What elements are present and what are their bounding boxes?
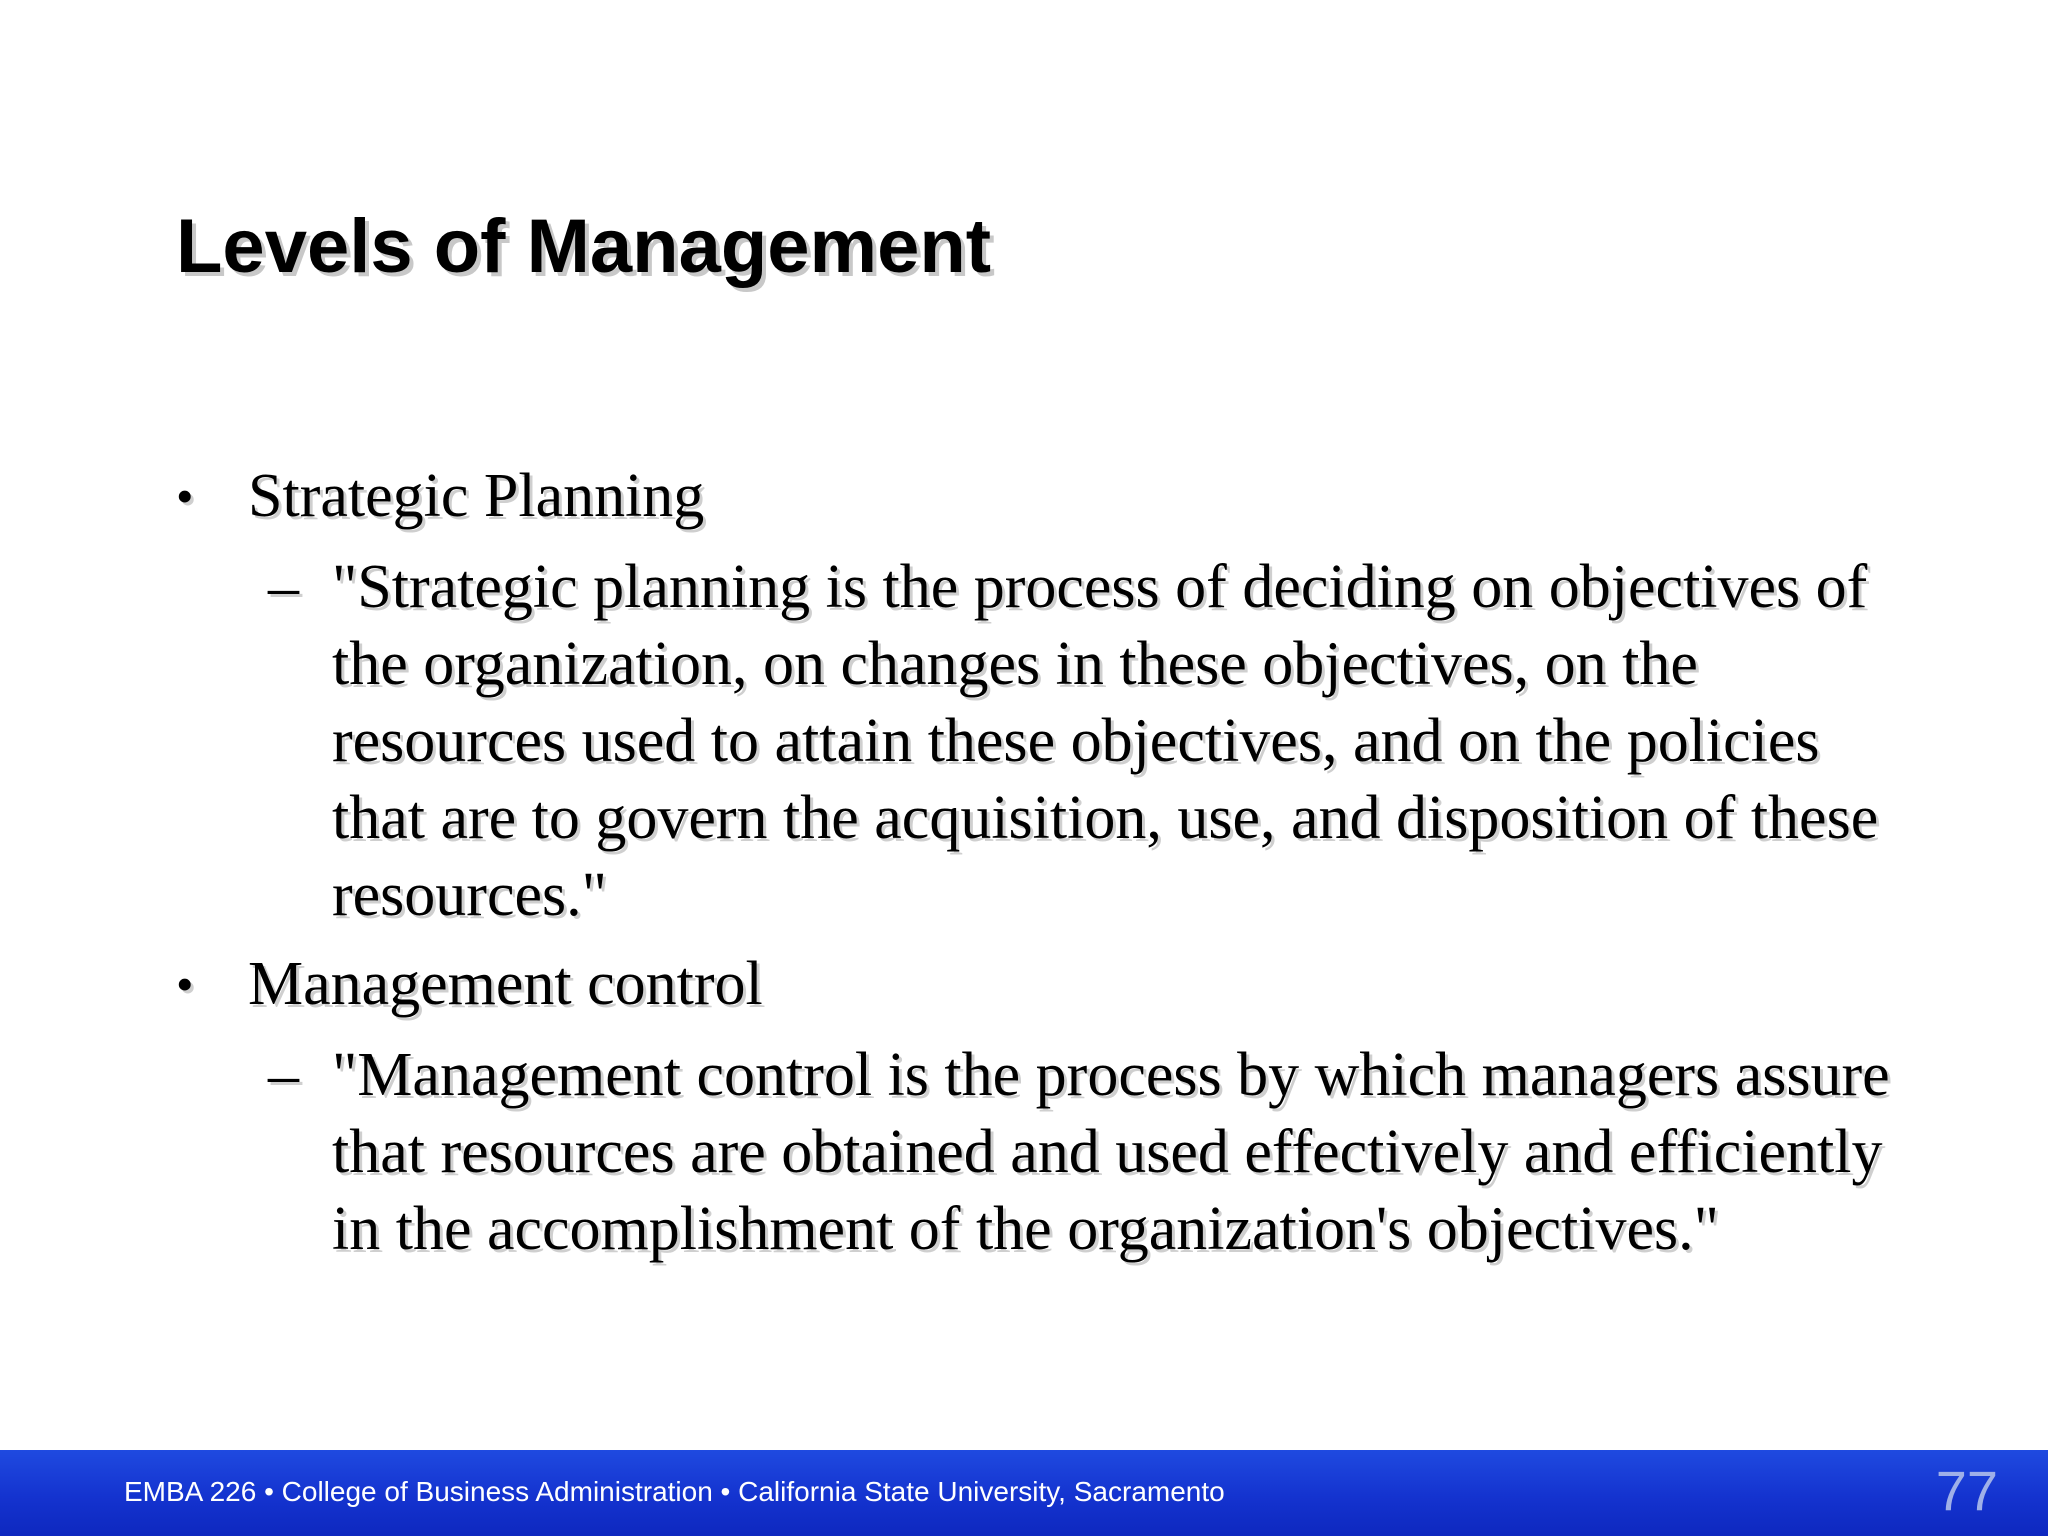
page-number: 77 — [1935, 1459, 1998, 1522]
bullet-marker: • — [176, 468, 194, 524]
sub-bullet-text: "Management control is the process by which managers assure that resources are obtained and used effectively and efficiently in the accomplishment of the organization's objectives." — [332, 1041, 1890, 1263]
dash-marker: – — [268, 553, 299, 621]
dash-marker: – — [268, 1041, 299, 1109]
footer-text: EMBA 226 • College of Business Administration • California State University, Sacramento — [124, 1476, 1225, 1507]
bullet-management-control — [176, 946, 1916, 1023]
sub-bullet-strategic-planning-definition — [176, 549, 1916, 934]
bullet-label: Strategic Planning — [248, 462, 705, 530]
sub-bullet-text: "Strategic planning is the process of deciding on objectives of the organization, on changes in these objectives, on the resources used to attain these objectives, and on the policies that are to govern the acquisition, use, and disposition of these resources." — [332, 553, 1879, 929]
slide-content — [176, 458, 1916, 1280]
sub-bullet-management-control-definition — [176, 1037, 1916, 1268]
bullet-strategic-planning — [176, 458, 1916, 535]
bullet-label: Management control — [248, 950, 763, 1018]
slide-title: Levels of Management — [176, 204, 992, 289]
footer-bar — [0, 1450, 2048, 1536]
bullet-marker: • — [176, 956, 194, 1012]
